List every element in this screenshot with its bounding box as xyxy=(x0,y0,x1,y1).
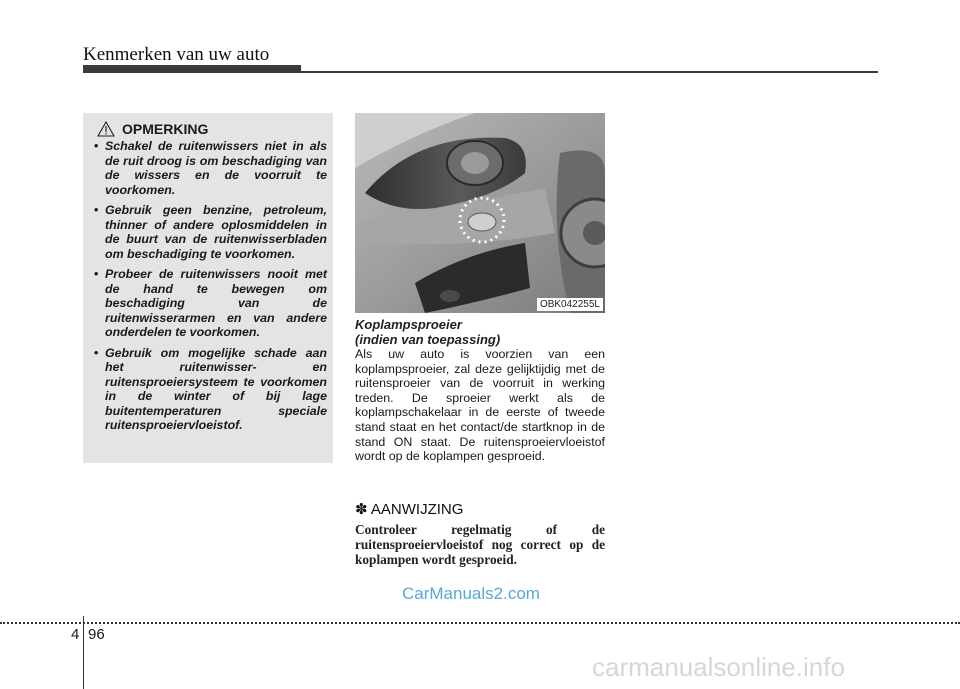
photo-code: OBK042255L xyxy=(537,298,603,311)
footer-watermark: carmanualsonline.info xyxy=(592,652,845,682)
notice-header xyxy=(97,121,327,137)
notice-title: OPMERKING xyxy=(122,121,209,137)
note-heading: ✽ AANWIJZING xyxy=(355,501,464,518)
notice-item: • Schakel de ruitenwissers niet in als de ruit droog is om beschadiging van de wissers en de voorruit te voorkomen. xyxy=(91,139,327,197)
page-header-title: Kenmerken van uw auto xyxy=(83,44,270,65)
footer-divider xyxy=(83,616,84,689)
notice-list xyxy=(91,139,327,433)
notice-box xyxy=(83,113,333,463)
page-number: 96 xyxy=(88,626,105,643)
notice-item: • Gebruik geen benzine, petroleum, thinner of andere oplosmiddelen in de buurt van de ruitenwisserbladen om beschadiging te voorkomen. xyxy=(91,203,327,261)
warning-triangle-icon xyxy=(97,121,115,137)
car-headlamp-illustration xyxy=(355,113,605,313)
headlamp-washer-photo xyxy=(355,113,605,313)
section-heading-title: Koplampsproeier xyxy=(355,317,462,332)
section-heading-subtitle: (indien van toepassing) xyxy=(355,332,501,347)
notice-item: • Gebruik om mogelijke schade aan het ruitenwisser- en ruitensproeiersysteem te voorkomen in de winter of bij lage buitentemperaturen speciale ruitensproeiervloeistof. xyxy=(91,346,327,433)
watermark-link[interactable]: CarManuals2.com xyxy=(402,584,540,603)
header-rule xyxy=(83,71,878,73)
notice-item: • Probeer de ruitenwissers nooit met de hand te bewegen om beschadiging van de ruitenwisserarmen en van andere onderdelen te voorkomen. xyxy=(91,267,327,340)
note-text: Controleer regelmatig of de ruitensproeiervloeistof nog correct op de koplampen wordt gesproeid. xyxy=(355,522,605,567)
section-body: Als uw auto is voorzien van een koplampsproeier, zal deze gelijktijdig met de ruitensproeier van de voorruit in werking treden. De sproeier werkt als de koplampschakelaar in de eerste of tweede stand staat en het contact/de startknop in de stand ON staat. De ruitensproeiervloeistof wordt op de koplampen gesproeid. xyxy=(355,347,605,464)
footer-rule xyxy=(0,622,960,624)
section-heading xyxy=(355,317,605,347)
chapter-number: 4 xyxy=(71,626,80,643)
